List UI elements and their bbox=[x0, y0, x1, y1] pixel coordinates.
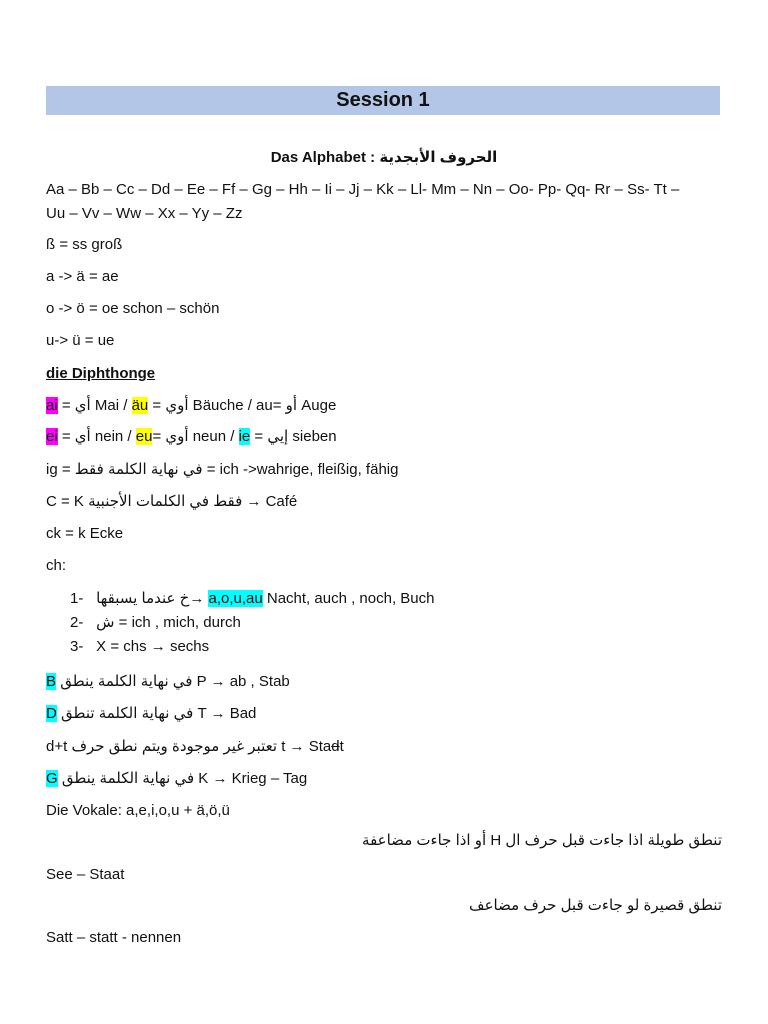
long-vowel-example: See – Staat bbox=[46, 866, 125, 883]
d-rule-text: في نهاية الكلمة تنطق T → Bad bbox=[56, 705, 257, 722]
alphabet-line-1: Aa – Bb – Cc – Dd – Ee – Ff – Gg – Hh – Ii – Jj – Kk – Ll- Mm – Nn – Oo- Pp- Qq- Rr – Ss- Tt – bbox=[46, 181, 680, 198]
short-vowel-example: Satt – statt - nennen bbox=[46, 929, 182, 946]
g-rule-text: في نهاية الكلمة ينطق K → Krieg – Tag bbox=[57, 770, 308, 787]
b-rule bbox=[46, 672, 290, 692]
umlaut-u-rule: u-> ü = ue bbox=[46, 332, 115, 349]
short-vowel-rule: تنطق قصيرة لو جاءت قبل حرف مضاعف bbox=[469, 897, 722, 914]
session-title: Session 1 bbox=[46, 86, 720, 115]
ig-rule: ig = في نهاية الكلمة فقط = ich ->wahrige, fleißig, fähig bbox=[46, 461, 399, 478]
dt-rule-text: d+t تعتبر غير موجودة ويتم نطق حرف t → Sta bbox=[46, 738, 332, 755]
ck-rule: ck = k Ecke bbox=[46, 525, 124, 542]
dt-rule bbox=[46, 737, 344, 757]
diphthong-ei-line bbox=[46, 427, 337, 447]
list-number: 2- bbox=[70, 614, 84, 631]
ch-item-1 bbox=[70, 589, 434, 609]
eszett-rule: ß = ss groß bbox=[46, 236, 123, 253]
vokale-line: Die Vokale: a,e,i,o,u + ä,ö,ü bbox=[46, 802, 230, 819]
umlaut-o-rule: o -> ö = oe schon – schön bbox=[46, 300, 220, 317]
ch-item-3 bbox=[70, 637, 209, 657]
ch-heading: ch: bbox=[46, 557, 67, 574]
struck-letter: d bbox=[331, 738, 340, 755]
alphabet-heading: Das Alphabet : الحروف الأبجدية bbox=[270, 149, 498, 166]
ai-text: = أي Mai / bbox=[57, 397, 132, 414]
list-number: 1- bbox=[70, 590, 84, 607]
list-number: 3- bbox=[70, 638, 84, 655]
ch-item-examples: Nacht, auch , noch, Buch bbox=[262, 590, 435, 607]
highlight-ie: ie bbox=[238, 428, 251, 445]
umlaut-a-rule: a -> ä = ae bbox=[46, 268, 119, 285]
ch-item-text: X = chs → sechs bbox=[92, 638, 210, 655]
alphabet-line-2: Uu – Vv – Ww – Xx – Yy – Zz bbox=[46, 205, 243, 222]
ei-text: = أي nein / bbox=[57, 428, 136, 445]
ch-item-2 bbox=[70, 613, 241, 633]
ie-text: = إيي sieben bbox=[250, 428, 337, 445]
highlight-ei: ei bbox=[46, 428, 58, 445]
b-rule-text: في نهاية الكلمة ينطق P → ab , Stab bbox=[56, 673, 290, 690]
highlight-g: G bbox=[46, 770, 58, 787]
highlight-eu: eu bbox=[135, 428, 153, 445]
highlight-vowels: a,o,u,au bbox=[208, 590, 263, 607]
highlight-b: B bbox=[46, 673, 57, 690]
diphthonge-heading: die Diphthonge bbox=[46, 365, 156, 382]
eu-text: = أوي neun / bbox=[152, 428, 239, 445]
highlight-ai: ai bbox=[46, 397, 58, 414]
g-rule bbox=[46, 769, 307, 789]
ch-item-text: ش = ich , mich, durch bbox=[92, 614, 241, 631]
dt-rule-rest: t bbox=[339, 738, 344, 755]
ch-item-text: خ عندما يسبقها→ bbox=[92, 590, 209, 607]
c-k-rule: C = K فقط في الكلمات الأجنبية → Café bbox=[46, 493, 298, 510]
long-vowel-rule: تنطق طويلة اذا جاءت قبل حرف ال H أو اذا جاءت مضاعفة bbox=[362, 832, 722, 849]
diphthong-ai-line bbox=[46, 396, 336, 416]
highlight-aeu: äu bbox=[131, 397, 149, 414]
d-rule bbox=[46, 704, 256, 724]
aeu-text: = أوي Bäuche / au= أو Auge bbox=[148, 397, 337, 414]
highlight-d: D bbox=[46, 705, 57, 722]
